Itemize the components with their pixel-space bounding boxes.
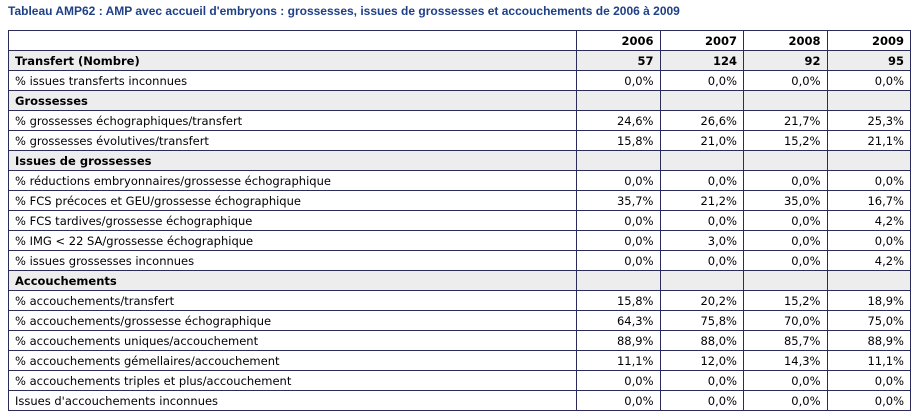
row-label: % issues transferts inconnues — [9, 71, 577, 91]
table-row — [9, 171, 911, 191]
value-cell-2006: 57 — [577, 51, 661, 71]
row-label: Transfert (Nombre) — [9, 51, 577, 71]
value-cell-2006 — [577, 91, 661, 111]
value-cell-2008: 0,0% — [744, 391, 828, 411]
value-cell-2008: 0,0% — [744, 371, 828, 391]
table-row — [9, 391, 911, 411]
value-cell-2008: 0,0% — [744, 71, 828, 91]
row-label: % FCS tardives/grossesse échographique — [9, 211, 577, 231]
value-cell-2008: 21,7% — [744, 111, 828, 131]
data-table — [8, 30, 911, 411]
value-cell-2009: 0,0% — [827, 391, 911, 411]
value-cell-2006: 64,3% — [577, 311, 661, 331]
value-cell-2008: 14,3% — [744, 351, 828, 371]
value-cell-2006: 15,8% — [577, 291, 661, 311]
table-row — [9, 231, 911, 251]
table-row — [9, 111, 911, 131]
year-header-2008: 2008 — [744, 31, 828, 51]
section-header-row — [9, 271, 911, 291]
table-row — [9, 71, 911, 91]
value-cell-2007 — [660, 151, 744, 171]
value-cell-2007: 124 — [660, 51, 744, 71]
value-cell-2009 — [827, 271, 911, 291]
table-row — [9, 131, 911, 151]
value-cell-2006: 0,0% — [577, 251, 661, 271]
value-cell-2009: 25,3% — [827, 111, 911, 131]
value-cell-2007: 0,0% — [660, 371, 744, 391]
row-label: % FCS précoces et GEU/grossesse échographique — [9, 191, 577, 211]
table-row — [9, 291, 911, 311]
value-cell-2008: 35,0% — [744, 191, 828, 211]
section-header-row — [9, 91, 911, 111]
row-label: % issues grossesses inconnues — [9, 251, 577, 271]
value-cell-2007: 26,6% — [660, 111, 744, 131]
year-header-2007: 2007 — [660, 31, 744, 51]
value-cell-2007: 0,0% — [660, 211, 744, 231]
value-cell-2008: 15,2% — [744, 131, 828, 151]
value-cell-2007 — [660, 271, 744, 291]
value-cell-2006: 15,8% — [577, 131, 661, 151]
value-cell-2006: 0,0% — [577, 371, 661, 391]
value-cell-2009: 0,0% — [827, 171, 911, 191]
value-cell-2007: 20,2% — [660, 291, 744, 311]
row-label: % accouchements triples et plus/accouchement — [9, 371, 577, 391]
value-cell-2007: 12,0% — [660, 351, 744, 371]
value-cell-2008: 0,0% — [744, 171, 828, 191]
value-cell-2009: 18,9% — [827, 291, 911, 311]
value-cell-2009: 0,0% — [827, 371, 911, 391]
value-cell-2009: 4,2% — [827, 251, 911, 271]
value-cell-2008: 15,2% — [744, 291, 828, 311]
row-label: % réductions embryonnaires/grossesse échographique — [9, 171, 577, 191]
row-label: % accouchements/grossesse échographique — [9, 311, 577, 331]
value-cell-2009 — [827, 91, 911, 111]
table-body — [9, 31, 911, 411]
row-label: % accouchements uniques/accouchement — [9, 331, 577, 351]
row-label: Issues d'accouchements inconnues — [9, 391, 577, 411]
year-header-2006: 2006 — [577, 31, 661, 51]
section-header-row — [9, 151, 911, 171]
row-label: % accouchements gémellaires/accouchement — [9, 351, 577, 371]
table-row — [9, 311, 911, 331]
value-cell-2006 — [577, 271, 661, 291]
value-cell-2007 — [660, 91, 744, 111]
transfer-count-row — [9, 51, 911, 71]
table-row — [9, 371, 911, 391]
value-cell-2009: 21,1% — [827, 131, 911, 151]
table-row — [9, 211, 911, 231]
value-cell-2007: 75,8% — [660, 311, 744, 331]
value-cell-2008 — [744, 91, 828, 111]
value-cell-2007: 0,0% — [660, 71, 744, 91]
value-cell-2008: 70,0% — [744, 311, 828, 331]
value-cell-2008: 92 — [744, 51, 828, 71]
value-cell-2009: 88,9% — [827, 331, 911, 351]
row-label: % accouchements/transfert — [9, 291, 577, 311]
value-cell-2006: 24,6% — [577, 111, 661, 131]
value-cell-2008 — [744, 271, 828, 291]
table-title: Tableau AMP62 : AMP avec accueil d'embryons : grossesses, issues de grossesses et accouchements de 2006 à 2009 — [8, 4, 680, 18]
value-cell-2006: 0,0% — [577, 71, 661, 91]
value-cell-2007: 0,0% — [660, 251, 744, 271]
value-cell-2007: 21,0% — [660, 131, 744, 151]
value-cell-2006: 0,0% — [577, 231, 661, 251]
value-cell-2006: 0,0% — [577, 391, 661, 411]
value-cell-2007: 88,0% — [660, 331, 744, 351]
row-label: Accouchements — [9, 271, 577, 291]
value-cell-2006 — [577, 151, 661, 171]
value-cell-2006: 35,7% — [577, 191, 661, 211]
value-cell-2009: 0,0% — [827, 231, 911, 251]
table-row — [9, 351, 911, 371]
table-row — [9, 331, 911, 351]
header-row — [9, 31, 911, 51]
value-cell-2009: 16,7% — [827, 191, 911, 211]
value-cell-2007: 0,0% — [660, 391, 744, 411]
value-cell-2009 — [827, 151, 911, 171]
value-cell-2006: 11,1% — [577, 351, 661, 371]
value-cell-2009: 95 — [827, 51, 911, 71]
value-cell-2006: 88,9% — [577, 331, 661, 351]
value-cell-2008: 0,0% — [744, 231, 828, 251]
row-label: Issues de grossesses — [9, 151, 577, 171]
value-cell-2008: 0,0% — [744, 211, 828, 231]
table-row — [9, 191, 911, 211]
value-cell-2009: 4,2% — [827, 211, 911, 231]
row-label: % IMG < 22 SA/grossesse échographique — [9, 231, 577, 251]
value-cell-2006: 0,0% — [577, 211, 661, 231]
value-cell-2009: 0,0% — [827, 71, 911, 91]
value-cell-2008: 85,7% — [744, 331, 828, 351]
value-cell-2008 — [744, 151, 828, 171]
value-cell-2009: 11,1% — [827, 351, 911, 371]
row-label: % grossesses évolutives/transfert — [9, 131, 577, 151]
row-label: % grossesses échographiques/transfert — [9, 111, 577, 131]
value-cell-2007: 3,0% — [660, 231, 744, 251]
table-row — [9, 251, 911, 271]
value-cell-2008: 0,0% — [744, 251, 828, 271]
value-cell-2007: 21,2% — [660, 191, 744, 211]
year-header-2009: 2009 — [827, 31, 911, 51]
value-cell-2009: 75,0% — [827, 311, 911, 331]
value-cell-2007: 0,0% — [660, 171, 744, 191]
value-cell-2006: 0,0% — [577, 171, 661, 191]
row-label: Grossesses — [9, 91, 577, 111]
header-blank-cell — [9, 31, 577, 51]
